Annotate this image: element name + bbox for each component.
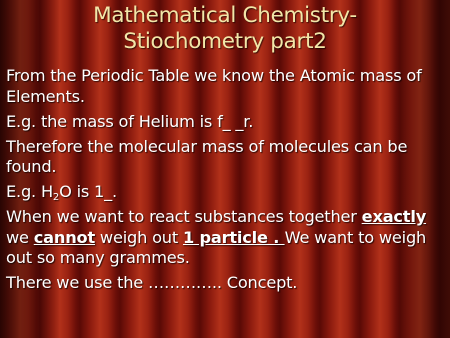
react-text-3: weigh out	[94, 227, 183, 247]
underlined-one-particle: 1 particle .	[182, 227, 285, 247]
slide-body	[6, 66, 446, 298]
paragraph-concept: There we use the ………….. Concept.	[6, 273, 298, 292]
paragraph-helium: E.g. the mass of Helium is f_ _r.	[6, 111, 254, 131]
react-text-2: we	[6, 227, 34, 247]
paragraph-atomic-mass: From the Periodic Table we know the Atomic mass of Elements.	[6, 66, 422, 106]
paragraph-molecular-mass: Therefore the molecular mass of molecules can be found.	[6, 136, 408, 176]
react-text-4: We want to weigh out so many grammes.	[6, 227, 427, 267]
slide-title	[0, 3, 450, 55]
title-line-2: Stiochometry part2	[123, 29, 327, 54]
underlined-cannot: cannot	[33, 227, 95, 247]
water-text-suffix: O is 1_.	[59, 182, 117, 201]
react-text-1: When we want to react substances together	[6, 207, 362, 226]
title-line-1: Mathematical Chemistry-	[93, 3, 357, 28]
paragraph-react-substances	[6, 207, 446, 269]
water-subscript: 2	[52, 192, 60, 203]
paragraph-water	[6, 182, 446, 203]
underlined-exactly: exactly	[361, 207, 427, 226]
water-text-prefix: E.g. H	[6, 182, 53, 201]
